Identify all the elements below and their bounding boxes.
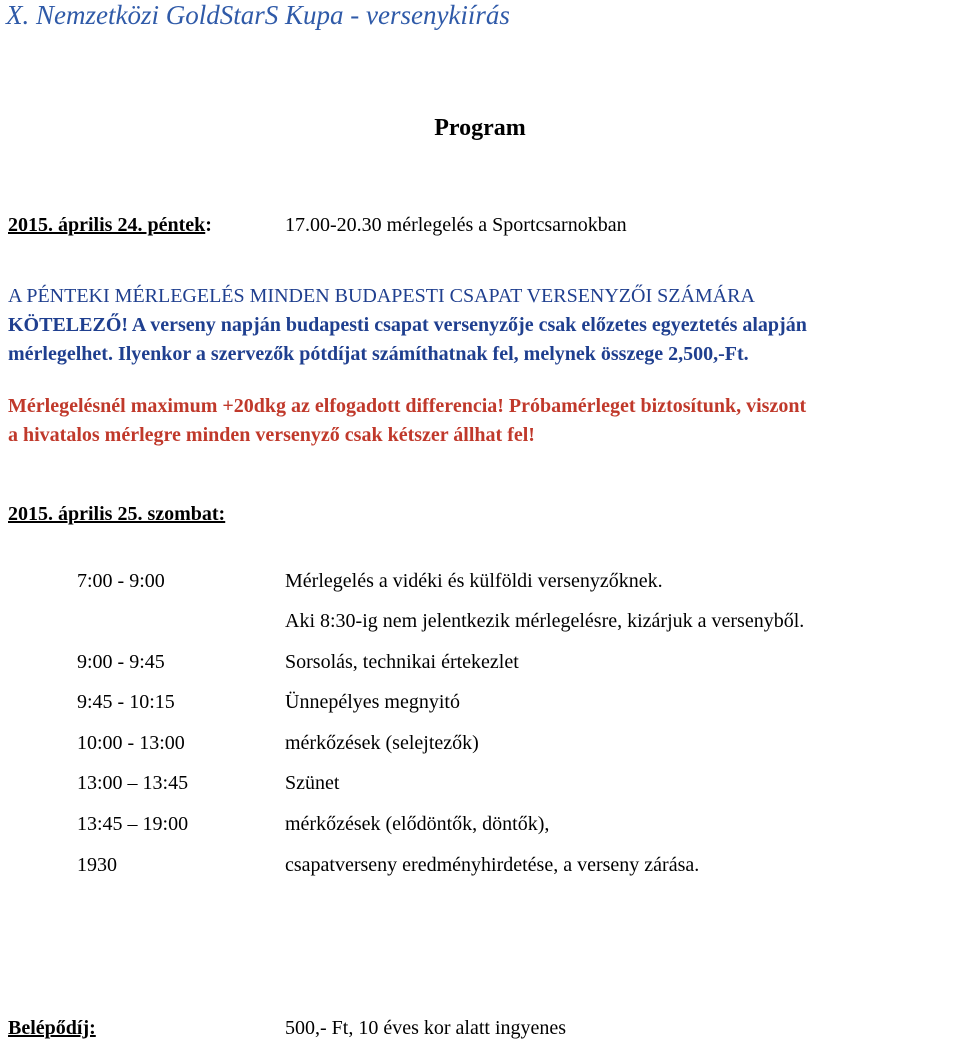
friday-date-text: 2015. április 24. péntek (8, 214, 206, 236)
notice-line-2: KÖTELEZŐ! A verseny napján budapesti csapat versenyzője csak előzetes egyeztetés alapján (8, 314, 807, 336)
schedule-desc: Aki 8:30-ig nem jelentkezik mérlegelésre, kizárjuk a versenyből. (285, 610, 805, 632)
schedule-time: 9:00 - 9:45 (77, 651, 165, 673)
schedule-desc: Ünnepélyes megnyitó (285, 691, 460, 713)
weigh-rules-warning (8, 392, 958, 450)
friday-date-colon: : (205, 214, 212, 236)
entry-fee-label: Belépődíj: (8, 1017, 96, 1039)
program-title: Program (434, 115, 526, 141)
budapest-notice (8, 282, 958, 369)
weigh-rules-line-2: a hivatalos mérlegre minden versenyző csak kétszer állhat fel! (8, 424, 535, 446)
weigh-rules-line-1: Mérlegelésnél maximum +20dkg az elfogadott differencia! Próbamérleget biztosítunk, viszont (8, 395, 807, 417)
schedule-desc: csapatverseny eredményhirdetése, a verseny zárása. (285, 854, 700, 876)
schedule-desc: Sorsolás, technikai értekezlet (285, 651, 519, 673)
friday-weigh-in-text: 17.00-20.30 mérlegelés a Sportcsarnokban (285, 214, 627, 236)
schedule-time: 13:45 – 19:00 (77, 813, 189, 835)
schedule-desc: Szünet (285, 772, 340, 794)
document-header-title: X. Nemzetközi GoldStarS Kupa - versenykiírás (6, 0, 510, 30)
entry-fee-value: 500,- Ft, 10 éves kor alatt ingyenes (285, 1017, 567, 1039)
notice-line-1: A PÉNTEKI MÉRLEGELÉS MINDEN BUDAPESTI CSAPAT VERSENYZŐI SZÁMÁRA (8, 285, 755, 307)
schedule-time: 13:00 – 13:45 (77, 772, 189, 794)
schedule-time: 1930 (77, 854, 117, 876)
saturday-date-label: 2015. április 25. szombat: (8, 503, 226, 525)
notice-line-3: mérlegelhet. Ilyenkor a szervezők pótdíjat számíthatnak fel, melynek összege 2,500,-Ft. (8, 343, 749, 365)
schedule-time: 10:00 - 13:00 (77, 732, 185, 754)
friday-date-label (8, 213, 212, 237)
schedule-desc: mérkőzések (elődöntők, döntők), (285, 813, 550, 835)
schedule-desc: mérkőzések (selejtezők) (285, 732, 479, 754)
schedule-time: 7:00 - 9:00 (77, 570, 165, 592)
schedule-desc: Mérlegelés a vidéki és külföldi versenyzőknek. (285, 570, 663, 592)
schedule-time: 9:45 - 10:15 (77, 691, 175, 713)
